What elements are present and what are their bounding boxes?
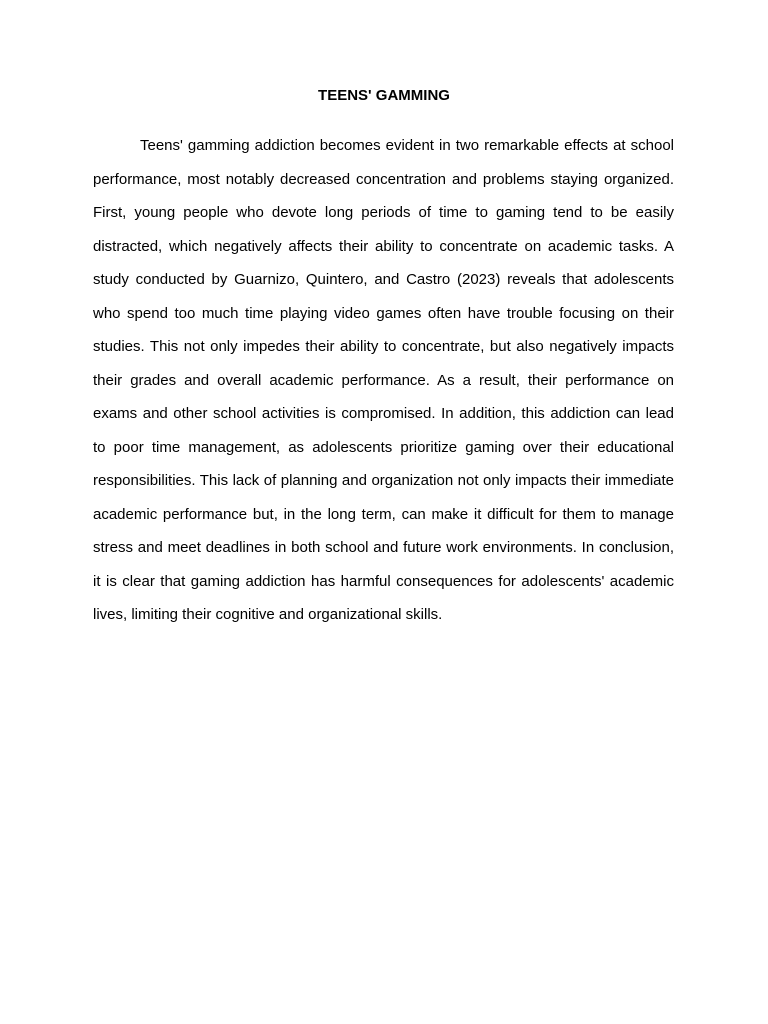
document-title: TEENS' GAMMING [318,87,450,104]
body-paragraph: Teens' gamming addiction becomes evident in two remarkable effects at school performance, most notably decreased concentration and problems staying organized. First, young people who devote long periods of time to gaming tend to be easily distracted, which negatively affects their ability to concentrate on academic tasks. A study conducted by Guarnizo, Quintero, and Castro (2023) reveals that adolescents who spend too much time playing video games often have trouble focusing on their studies. This not only impedes their ability to concentrate, but also negatively impacts their grades and overall academic performance. As a result, their performance on exams and other school activities is compromised. In addition, this addiction can lead to poor time management, as adolescents prioritize gaming over their educational responsibilities. This lack of planning and organization not only impacts their immediate academic performance but, in the long term, can make it difficult for them to manage stress and meet deadlines in both school and future work environments. In conclusion, it is clear that gaming addiction has harmful consequences for adolescents' academic lives, limiting their cognitive and organizational skills. [93,137,674,623]
